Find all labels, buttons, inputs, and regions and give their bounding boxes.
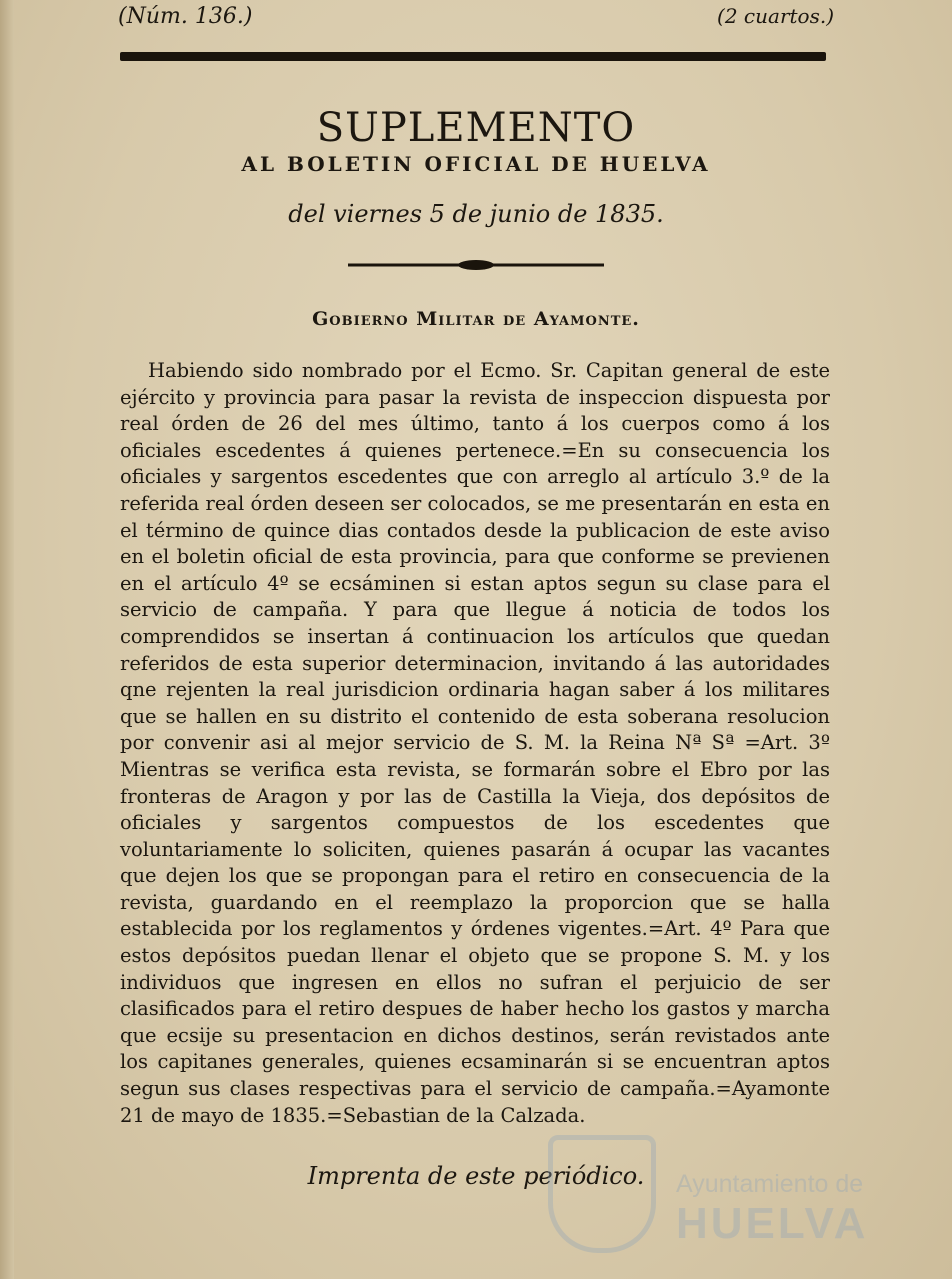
top-rule bbox=[120, 52, 826, 61]
page-subtitle: AL BOLETIN OFICIAL DE HUELVA bbox=[241, 152, 711, 176]
watermark-logo bbox=[548, 1135, 878, 1255]
article-paragraph: Habiendo sido nombrado por el Ecmo. Sr. Capitan general de este ejército y provincia para pasar la revista de inspeccion dispuesta por real órden de 26 del mes último, tanto á los cuerpos como á los oficiales escedentes á quienes pertenece.=En su consecuencia los oficiales y sargentos escedentes que con arreglo al artículo 3.º de la referida real órden deseen ser colocados, se me presentarán en esta en el término de quince dias contados desde la publicacion de este aviso en el boletin oficial de esta provincia, para que conforme se previenen en el artículo 4º se ecsáminen si estan aptos segun su clase para el servicio de campaña. Y para que llegue á noticia de todos los comprendidos se insertan á continuacion los artículos que quedan referidos de esta superior determinacion, invitando á las autoridades qne rejenten la real jurisdicion ordinaria hagan saber á los militares que se hallen en su distrito el contenido de esta soberana resolucion por convenir asi al mejor servicio de S. M. la Reina Nª Sª =Art. 3º Mientras se verifica esta revista, se formarán sobre el Ebro por las fronteras de Aragon y por las de Castilla la Vieja, dos depósitos de oficiales y sargentos compuestos de los escedentes que voluntariamente lo soliciten, quienes pasarán á ocupar las vacantes que dejen los que se propongan para el retiro en consecuencia de la revista, guardando en el reemplazo la proporcion que se halla establecida por los reglamentos y órdenes vigentes.=Art. 4º Para que estos depósitos puedan llenar el objeto que se propone S. M. y los individuos que ingresen en ellos no sufran el perjuicio de ser clasificados para el retiro despues de haber hecho los gastos y marcha que ecsije su presentacion en dichos destinos, serán revistados ante los capitanes generales, quienes ecsaminarán si se encuentran aptos segun sus clases respectivas para el servicio de campaña.=Ayamonte 21 de mayo de 1835.=Sebastian de la Calzada. bbox=[120, 359, 830, 1127]
issue-price: (2 cuartos.) bbox=[717, 4, 834, 28]
article-body bbox=[120, 358, 830, 1129]
paper-edge bbox=[0, 0, 14, 1279]
ornament-rule bbox=[348, 257, 604, 273]
page-title: SUPLEMENTO bbox=[316, 104, 636, 151]
watermark-line1: Ayuntamiento de bbox=[676, 1170, 864, 1198]
dateline: del viernes 5 de junio de 1835. bbox=[288, 200, 664, 228]
issue-number: (Núm. 136.) bbox=[118, 4, 253, 29]
watermark-line2: HUELVA bbox=[676, 1199, 869, 1248]
section-heading: Gobierno Militar de Ayamonte. bbox=[312, 308, 640, 330]
imprint-line: Imprenta de este periódico. bbox=[307, 1162, 645, 1190]
watermark-shield-icon bbox=[548, 1135, 656, 1253]
